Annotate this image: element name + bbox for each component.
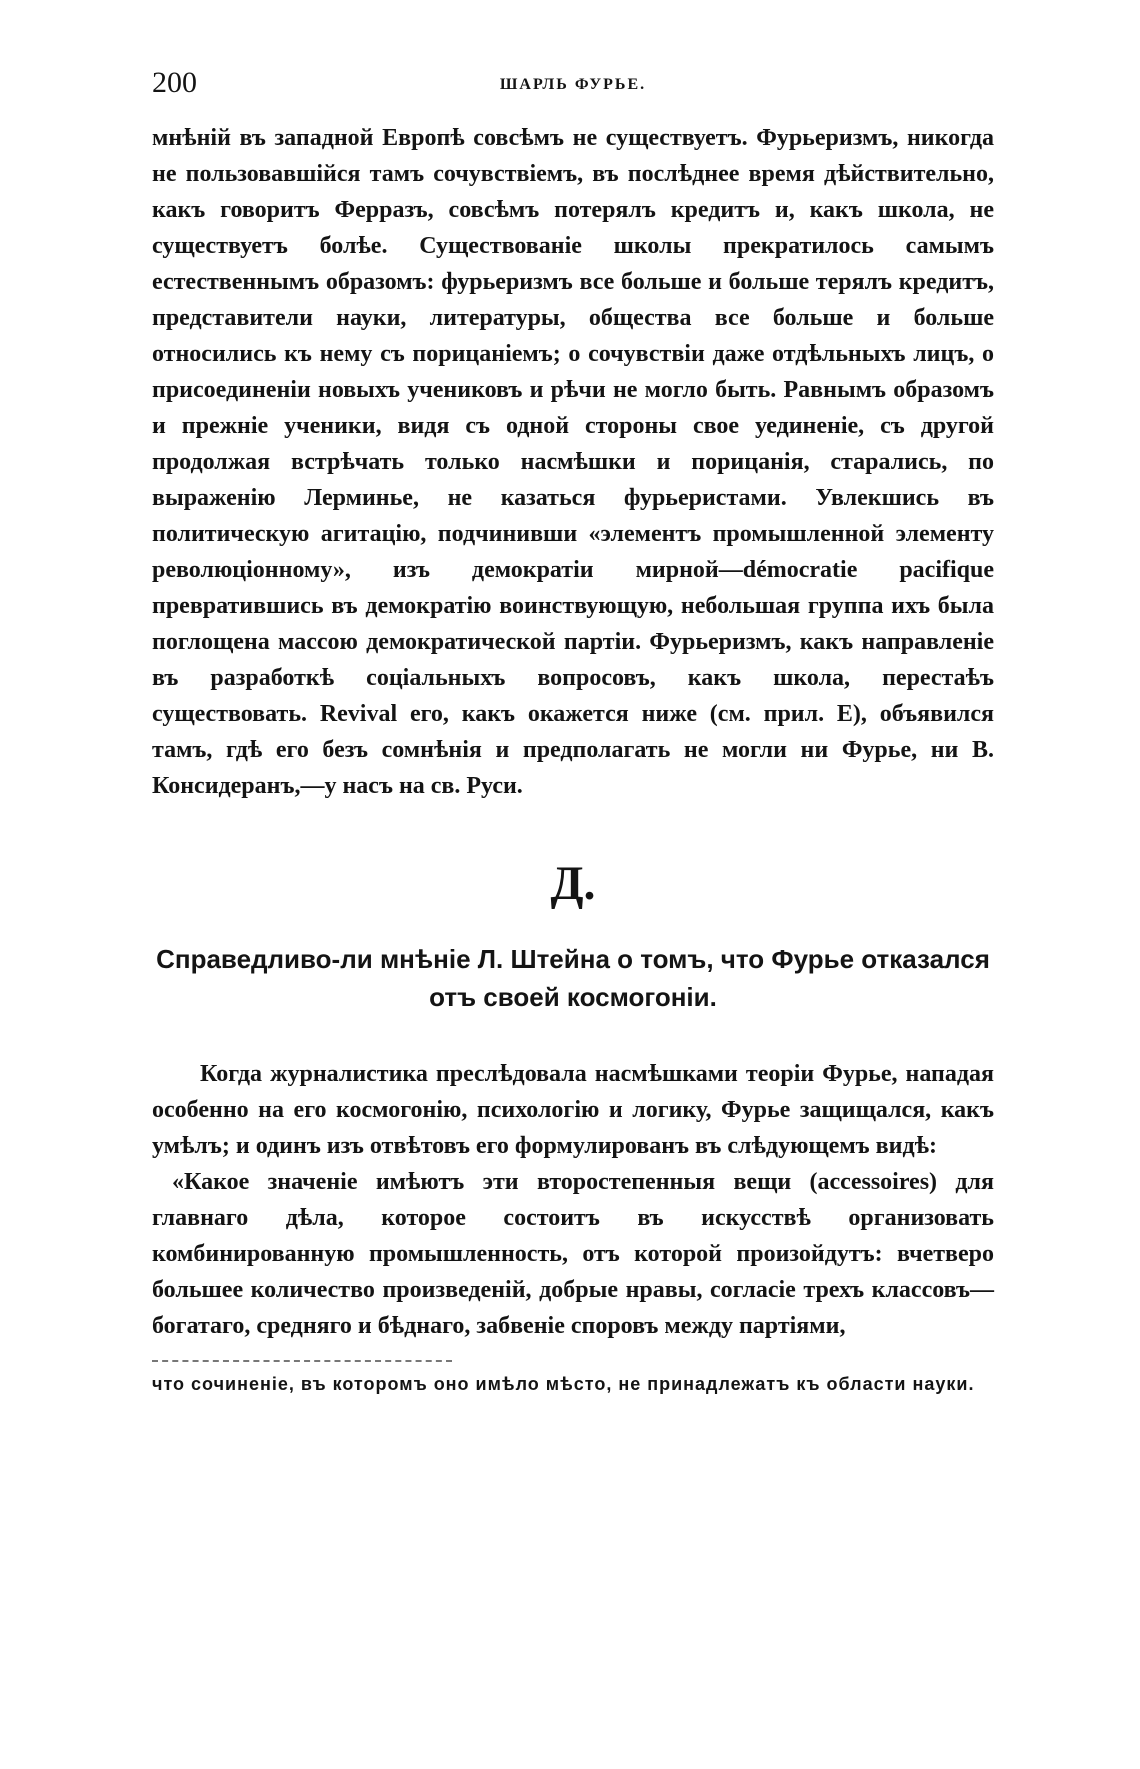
page-number: 200 <box>152 66 197 99</box>
running-title: ШАРЛЬ ФУРЬЕ. <box>499 76 647 93</box>
footnote-divider <box>152 1360 452 1363</box>
footnote: что сочиненіе, въ которомъ оно имѣло мѣсто, не принадлежатъ къ области науки. <box>152 1374 975 1394</box>
section-paragraph: Когда журналистика преслѣдовала насмѣшками теоріи Фурье, нападая особенно на его космогонію, психологію и логику, Фурье защищался, какъ умѣлъ; и одинъ изъ отвѣтовъ его формулированъ въ слѣдующемъ видѣ: <box>152 1061 994 1159</box>
body-paragraph: мнѣній въ западной Европѣ совсѣмъ не существуетъ. Фурьеризмъ, никогда не пользовавшійся тамъ сочувствіемъ, въ послѣднее время дѣйствительно, какъ говоритъ Ферразъ, совсѣмъ потерялъ кредитъ и, какъ школа, не существуетъ болѣе. Существованіе школы прекратилось самымъ естественнымъ образомъ: фурьеризмъ все больше и больше терялъ кредитъ, представители науки, литературы, общества все больше и больше относились къ нему съ порицаніемъ; о сочувствіи даже отдѣльныхъ лицъ, о присоединеніи новыхъ учениковъ и рѣчи не могло быть. Равнымъ образомъ и прежніе ученики, видя съ одной стороны свое уединеніе, съ другой продолжая встрѣчать только насмѣшки и порицанія, старались, по выраженію Лерминье, не казаться фурьеристами. Увлекшись въ политическую агитацію, подчинивши «элементъ промышленной элементу революціонному», изъ демократіи мирной—démocratie pacifique превратившись въ демократію воинствующую, небольшая группа ихъ была поглощена массою демократической партіи. Фурьеризмъ, какъ направленіе въ разработкѣ соціальныхъ вопросовъ, какъ школа, перестаѣъ существовать. Revival его, какъ окажется ниже (см. прил. Е), объявился тамъ, гдѣ его безъ сомнѣнія и предполагать не могли ни Фурье, ни В. Консидеранъ,—у насъ на св. Руси. <box>152 125 994 799</box>
section-letter: Д. <box>550 857 596 910</box>
section-title: Справедливо-ли мнѣніе Л. Штейна о томъ, что Фурье отказался отъ своей космогоніи. <box>156 944 990 1012</box>
quote-paragraph: «Какое значеніе имѣютъ эти второстепенныя вещи (accessoires) для главнаго дѣла, которое состоитъ въ искусствѣ организовать комбинированную промышленность, отъ которой произойдутъ: вчетверо большее количество произведеній, добрые нравы, согласіе трехъ классовъ—богатаго, средняго и бѣднаго, забвеніе споровъ между партіями, <box>152 1169 994 1339</box>
book-page <box>152 66 994 1399</box>
page-header <box>152 66 994 106</box>
